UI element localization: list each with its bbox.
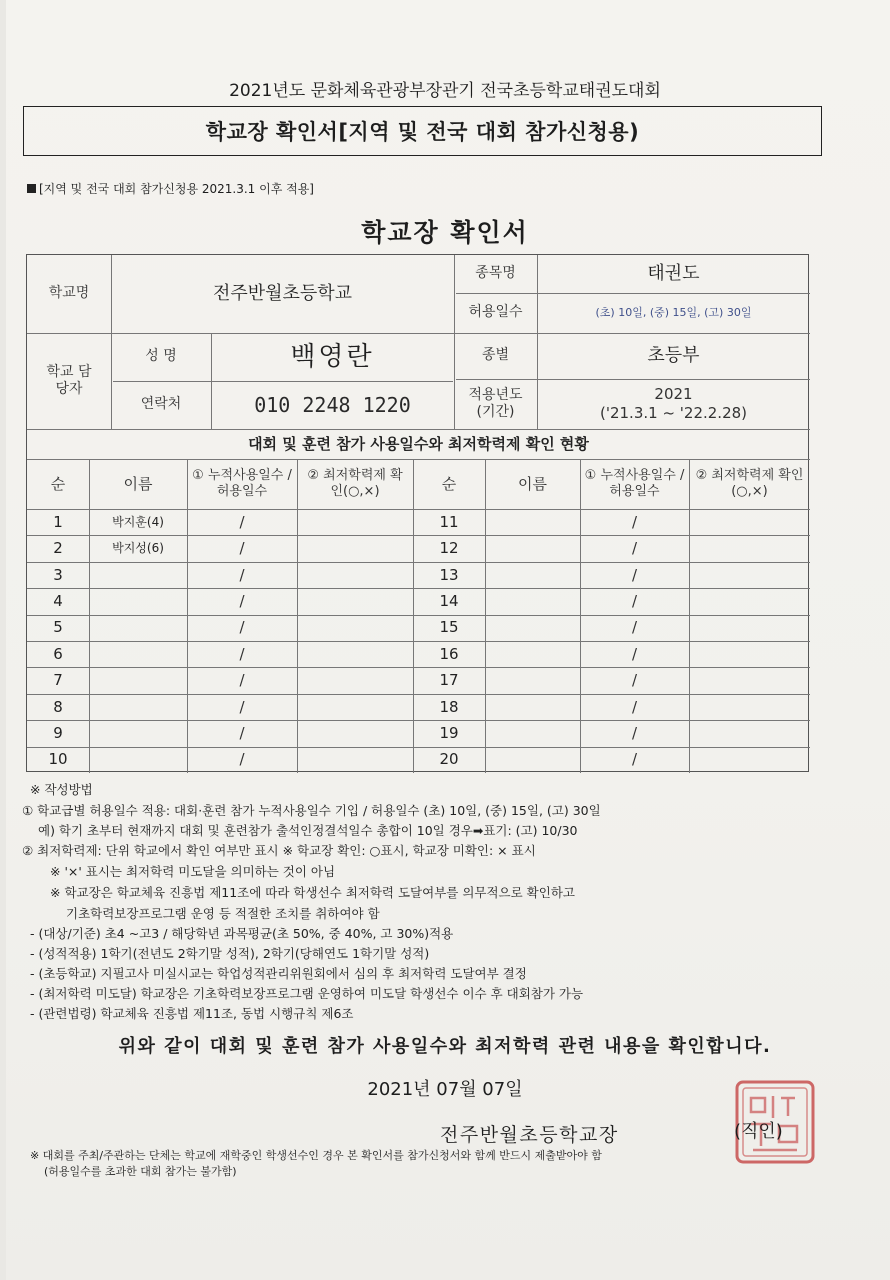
row-grade-check	[297, 720, 413, 746]
row-student-name	[89, 641, 187, 667]
row-grade-check	[689, 615, 810, 641]
row-number: 17	[439, 671, 459, 690]
row-grade-check	[297, 588, 413, 614]
row-grade-check	[297, 535, 413, 561]
row-student-name	[485, 667, 580, 693]
row-student-name	[485, 694, 580, 720]
footer-note	[30, 1148, 830, 1180]
note-4-cont: 기초학력보장프로그램 운영 등 적절한 조치를 취하여야 함	[66, 906, 380, 921]
row-number: 5	[53, 618, 63, 637]
col-header-no: 순	[50, 474, 66, 493]
row-student-name	[485, 562, 580, 588]
contact-name-handwritten: 백영란	[290, 341, 375, 372]
row-number: 7	[53, 671, 63, 690]
row-number: 3	[53, 565, 63, 584]
row-student-name	[485, 588, 580, 614]
applies-note-text: [지역 및 전국 대회 참가신청용 2021.3.1 이후 적용]	[39, 182, 314, 196]
row-days-slash: /	[631, 592, 638, 610]
row-grade-check	[689, 562, 810, 588]
row-days-slash: /	[631, 565, 638, 584]
row-number: 8	[53, 697, 63, 716]
row-number: 11	[439, 512, 459, 531]
row-student-name	[89, 615, 187, 641]
period-range: ('21.3.1 ~ '22.2.28)	[599, 404, 748, 422]
row-days-slash: /	[239, 618, 245, 637]
col-header-grade: ② 최저학력제 확인(○,×)	[695, 467, 804, 499]
status-table-title: 대회 및 훈련 참가 사용일수와 최저학력제 확인 현황	[248, 434, 589, 453]
col-header-days: ① 누적사용일수 /허용일수	[584, 467, 685, 499]
row-student-name	[485, 641, 580, 667]
bullet-5: - (관련법령) 학교체육 진흥법 제11조, 동법 시행규칙 제6조	[30, 1006, 354, 1021]
period-label: 적용년도 (기간)	[468, 386, 523, 420]
name-label: 성 명	[145, 348, 177, 365]
row-days-slash: /	[239, 671, 245, 690]
row-days-slash: /	[631, 539, 638, 558]
note-4: ※ 학교장은 학교체육 진흥법 제11조에 따라 학생선수 최저학력 도달여부를 의무적으로 확인하고	[50, 885, 575, 900]
row-student-name	[485, 509, 580, 535]
row-student-name	[89, 747, 187, 773]
contact-phone-handwritten: 010 2248 1220	[254, 392, 411, 417]
row-number: 13	[439, 565, 459, 584]
school-name: 전주반월초등학교	[212, 282, 353, 304]
row-grade-check	[297, 509, 413, 535]
row-days-slash: /	[631, 724, 638, 742]
row-number: 16	[439, 644, 459, 663]
row-days-slash: /	[239, 539, 245, 558]
document-title: 학교장 확인서	[361, 218, 529, 247]
row-number: 6	[53, 644, 63, 663]
row-student-name	[89, 694, 187, 720]
row-student-name	[485, 720, 580, 746]
form-title: 학교장 확인서[지역 및 전국 대회 참가신청용)	[205, 120, 640, 144]
row-number: 4	[53, 592, 63, 610]
row-grade-check	[689, 509, 810, 535]
row-student-name: 박지성(6)	[112, 541, 164, 556]
bullet-4: - (최저학력 미도달) 학교장은 기초학력보장프로그램 운영하여 미도달 학생선수 이수 후 대회참가 가능	[30, 986, 584, 1001]
row-days-slash: /	[631, 750, 638, 769]
period-value	[537, 379, 810, 429]
row-grade-check	[689, 667, 810, 693]
allowed-days-label: 허용일수	[468, 304, 523, 321]
confirmation-statement: 위와 같이 대회 및 훈련 참가 사용일수와 최저학력 관련 내용을 확인합니다.	[118, 1036, 772, 1057]
row-grade-check	[689, 694, 810, 720]
seal-label: (직인)	[734, 1121, 783, 1142]
footer-line-2: (허용일수를 초과한 대회 참가는 불가함)	[44, 1164, 237, 1178]
row-number: 18	[439, 697, 459, 716]
note-1: ① 학교급별 허용일수 적용: 대회·훈련 참가 누적사용일수 기입 / 허용일수 (초) 10일, (중) 15일, (고) 30일	[22, 803, 601, 818]
col-header-name: 이름	[518, 474, 547, 493]
row-number: 1	[53, 512, 63, 531]
row-number: 9	[53, 724, 63, 742]
row-grade-check	[689, 720, 810, 746]
row-days-slash: /	[631, 618, 638, 637]
col-header-no: 순	[441, 474, 457, 493]
row-grade-check	[689, 535, 810, 561]
row-student-name	[89, 667, 187, 693]
note-3: ※ '×' 표시는 최저학력 미도달을 의미하는 것이 아님	[50, 864, 336, 879]
row-grade-check	[297, 641, 413, 667]
school-label: 학교명	[48, 285, 90, 302]
row-days-slash: /	[631, 644, 638, 663]
row-days-slash: /	[239, 697, 245, 716]
notes-heading: ※ 작성방법	[30, 782, 93, 797]
row-days-slash: /	[239, 565, 245, 584]
form-title-box	[23, 106, 822, 156]
event-label: 종목명	[475, 265, 516, 282]
contest-title: 2021년도 문화체육관광부장관기 전국초등학교태권도대회	[229, 81, 661, 101]
row-days-slash: /	[239, 592, 245, 610]
row-number: 20	[439, 750, 459, 769]
note-1-example: 예) 학기 초부터 현재까지 대회 및 훈련참가 출석인정결석일수 총합이 10일 경우➡표기: (고) 10/30	[38, 823, 578, 838]
row-grade-check	[689, 641, 810, 667]
row-days-slash: /	[631, 671, 638, 690]
row-student-name	[485, 535, 580, 561]
row-days-slash: /	[631, 697, 638, 716]
bullet-1: - (대상/기준) 초4 ~고3 / 해당학년 과목평균(초 50%, 중 40%, 고 30%)적용	[30, 926, 454, 941]
footer-line-1: ※ 대회를 주최/주관하는 단체는 학교에 재학중인 학생선수인 경우 본 확인서를 참가신청서와 함께 반드시 제출받아야 함	[30, 1149, 602, 1162]
row-number: 19	[439, 724, 459, 742]
row-student-name	[485, 747, 580, 773]
phone-label: 연락처	[140, 396, 182, 413]
col-header-name: 이름	[123, 474, 153, 493]
event-value: 태권도	[647, 262, 700, 284]
row-grade-check	[297, 667, 413, 693]
row-grade-check	[297, 562, 413, 588]
period-year: 2021	[654, 385, 693, 404]
row-number: 2	[53, 539, 63, 558]
row-grade-check	[689, 747, 810, 773]
applies-note	[27, 180, 314, 197]
row-student-name	[89, 562, 187, 588]
row-student-name	[89, 588, 187, 614]
confirmation-date: 2021년 07월 07일	[367, 1079, 523, 1100]
row-student-name: 박지훈(4)	[112, 514, 164, 529]
row-student-name	[485, 615, 580, 641]
division-label: 종별	[481, 347, 510, 364]
row-grade-check	[689, 588, 810, 614]
row-number: 10	[48, 750, 68, 769]
row-grade-check	[297, 694, 413, 720]
row-number: 12	[439, 539, 459, 558]
row-grade-check	[297, 747, 413, 773]
row-grade-check	[297, 615, 413, 641]
division-value: 초등부	[647, 344, 700, 366]
bullet-2: - (성적적용) 1학기(전년도 2학기말 성적), 2학기(당해연도 1학기말 성적)	[30, 946, 430, 961]
bullet-3: - (초등학교) 지필고사 미실시교는 학업성적관리위원회에서 심의 후 최저학력 도달여부 결정	[30, 966, 527, 981]
row-days-slash: /	[239, 750, 245, 769]
row-number: 15	[439, 618, 459, 637]
row-student-name	[89, 720, 187, 746]
row-days-slash: /	[239, 644, 245, 663]
contact-group-label: 학교 담당자	[46, 363, 92, 397]
col-header-grade: ② 최저학력제 확인(○,×)	[307, 467, 403, 499]
allowed-days-value: (초) 10일, (중) 15일, (고) 30일	[595, 306, 752, 320]
row-number: 14	[439, 592, 459, 610]
row-days-slash: /	[239, 512, 245, 531]
principal-name: 전주반월초등학교장	[440, 1124, 619, 1146]
row-days-slash: /	[631, 512, 638, 531]
square-bullet-icon	[27, 184, 36, 193]
row-days-slash: /	[239, 724, 245, 742]
note-2: ② 최저학력제: 단위 학교에서 확인 여부만 표시 ※ 학교장 확인: ○표시, 학교장 미확인: × 표시	[22, 843, 536, 858]
col-header-days: ① 누적사용일수 /허용일수	[192, 467, 292, 499]
confirmation-form-grid	[26, 254, 809, 772]
